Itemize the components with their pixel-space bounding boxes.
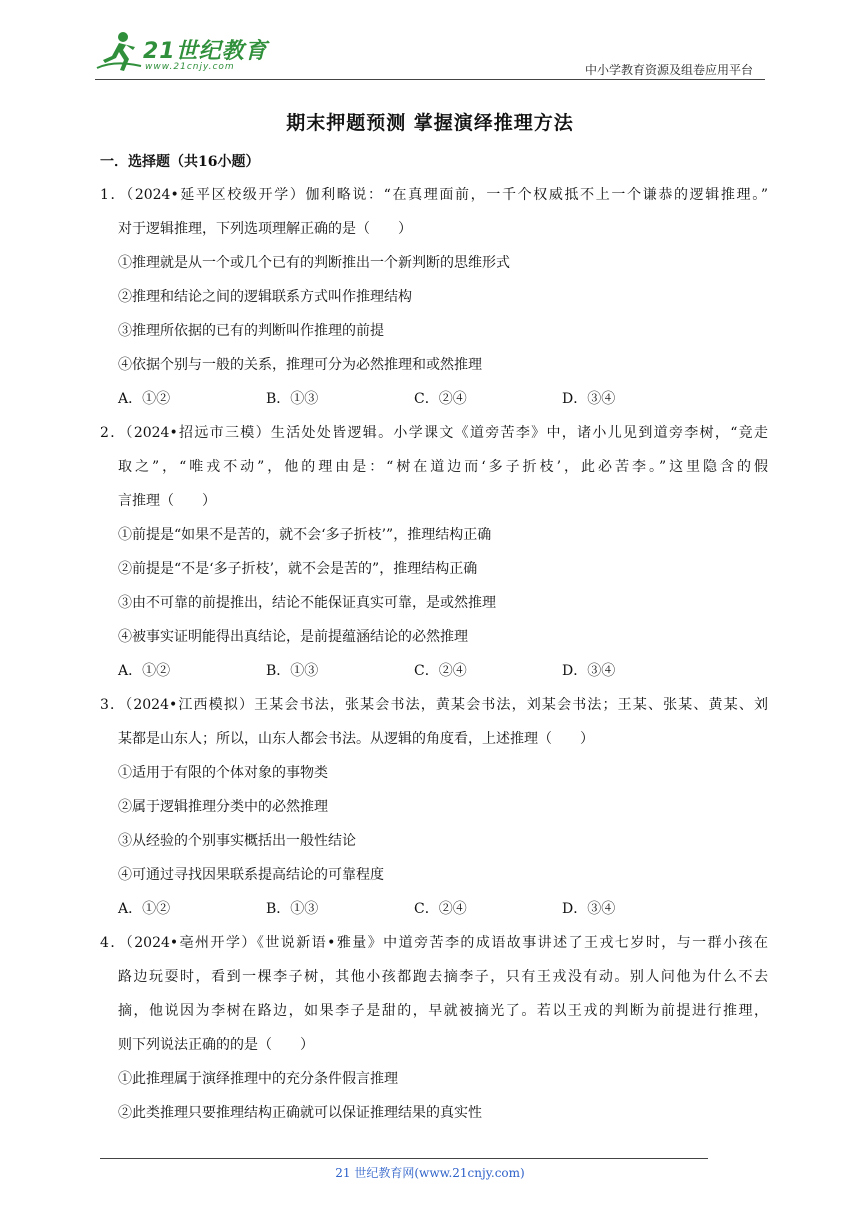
option-c[interactable]: C．②④ bbox=[414, 663, 467, 679]
question-stem-line: 摘，他说因为李树在路边，如果李子是甜的，早就被摘光了。若以王戎的判断为前提进行推理， bbox=[118, 1003, 768, 1019]
section-heading: 一．选择题（共16小题） bbox=[100, 154, 260, 170]
question-4 bbox=[100, 926, 768, 1130]
logo bbox=[95, 28, 285, 76]
statement: ①推理就是从一个或几个已有的判断推出一个新判断的思维形式 bbox=[118, 255, 510, 271]
question-stem-line: 某都是山东人；所以，山东人都会书法。从逻辑的角度看，上述推理（ ） bbox=[118, 731, 594, 747]
option-b[interactable]: B．①③ bbox=[266, 391, 319, 407]
option-c[interactable]: C．②④ bbox=[414, 391, 467, 407]
question-stem-line: 对于逻辑推理，下列选项理解正确的是（ ） bbox=[118, 221, 412, 237]
question-stem-line: 取之”，“唯戎不动”，他的理由是：“树在道边而‘多子折枝’，此必苦李。”这里隐含的假 bbox=[118, 459, 768, 475]
question-3 bbox=[100, 688, 768, 926]
footer-divider bbox=[100, 1158, 708, 1159]
option-b[interactable]: B．①③ bbox=[266, 901, 319, 917]
platform-name: 中小学教育资源及组卷应用平台 bbox=[584, 63, 753, 77]
question-stem-line: 则下列说法正确的的是（ ） bbox=[118, 1037, 314, 1053]
header-divider bbox=[95, 79, 765, 80]
question-stem-line: 1．（2024•延平区校级开学）伽利略说：“在真理面前，一千个权威抵不上一个谦恭的逻辑推理。” bbox=[100, 187, 768, 203]
statement: ③推理所依据的已有的判断叫作推理的前提 bbox=[118, 323, 384, 339]
option-d[interactable]: D．③④ bbox=[562, 391, 616, 407]
question-list bbox=[100, 178, 768, 1130]
statement: ②属于逻辑推理分类中的必然推理 bbox=[118, 799, 328, 815]
option-b[interactable]: B．①③ bbox=[266, 663, 319, 679]
statement: ②此类推理只要推理结构正确就可以保证推理结果的真实性 bbox=[118, 1105, 482, 1121]
option-d[interactable]: D．③④ bbox=[562, 901, 616, 917]
answer-options bbox=[100, 382, 768, 416]
page-header bbox=[95, 28, 765, 80]
footer-text[interactable]: 21 世纪教育网(www.21cnjy.com) bbox=[335, 1166, 525, 1180]
option-c[interactable]: C．②④ bbox=[414, 901, 467, 917]
runner-logo-icon bbox=[95, 30, 143, 74]
statement: ③从经验的个别事实概括出一般性结论 bbox=[118, 833, 356, 849]
logo-text: 21世纪教育 bbox=[143, 39, 268, 64]
question-stem-line: 3．（2024•江西模拟）王某会书法，张某会书法，黄某会书法，刘某会书法；王某、张某、黄某、刘 bbox=[100, 697, 768, 713]
statement: ③由不可靠的前提推出，结论不能保证真实可靠，是或然推理 bbox=[118, 595, 496, 611]
answer-options bbox=[100, 654, 768, 688]
logo-url: www.21cnjy.com bbox=[145, 62, 235, 72]
document-title: 期末押题预测 掌握演绎推理方法 bbox=[286, 112, 574, 134]
statement: ④依据个别与一般的关系，推理可分为必然推理和或然推理 bbox=[118, 357, 482, 373]
option-a[interactable]: A．①② bbox=[118, 901, 171, 917]
statement: ④可通过寻找因果联系提高结论的可靠程度 bbox=[118, 867, 384, 883]
option-a[interactable]: A．①② bbox=[118, 391, 171, 407]
question-stem-line: 2．（2024•招远市三模）生活处处皆逻辑。小学课文《道旁苦李》中，诸小儿见到道旁李树，“竞走 bbox=[100, 425, 768, 441]
option-d[interactable]: D．③④ bbox=[562, 663, 616, 679]
statement: ①前提是“如果不是苦的，就不会‘多子折枝’”，推理结构正确 bbox=[118, 527, 492, 543]
statement: ②推理和结论之间的逻辑联系方式叫作推理结构 bbox=[118, 289, 412, 305]
question-stem-line: 4．（2024•亳州开学）《世说新语•雅量》中道旁苦李的成语故事讲述了王戎七岁时，与一群小孩在 bbox=[100, 935, 768, 951]
option-a[interactable]: A．①② bbox=[118, 663, 171, 679]
question-stem-line: 路边玩耍时，看到一棵李子树，其他小孩都跑去摘李子，只有王戎没有动。别人问他为什么不去 bbox=[118, 969, 768, 985]
statement: ①适用于有限的个体对象的事物类 bbox=[118, 765, 328, 781]
question-2 bbox=[100, 416, 768, 688]
statement: ②前提是“不是‘多子折枝’，就不会是苦的”，推理结构正确 bbox=[118, 561, 478, 577]
question-stem-line: 言推理（ ） bbox=[118, 493, 216, 509]
statement: ①此推理属于演绎推理中的充分条件假言推理 bbox=[118, 1071, 398, 1087]
question-1 bbox=[100, 178, 768, 416]
answer-options bbox=[100, 892, 768, 926]
statement: ④被事实证明能得出真结论，是前提蕴涵结论的必然推理 bbox=[118, 629, 468, 645]
